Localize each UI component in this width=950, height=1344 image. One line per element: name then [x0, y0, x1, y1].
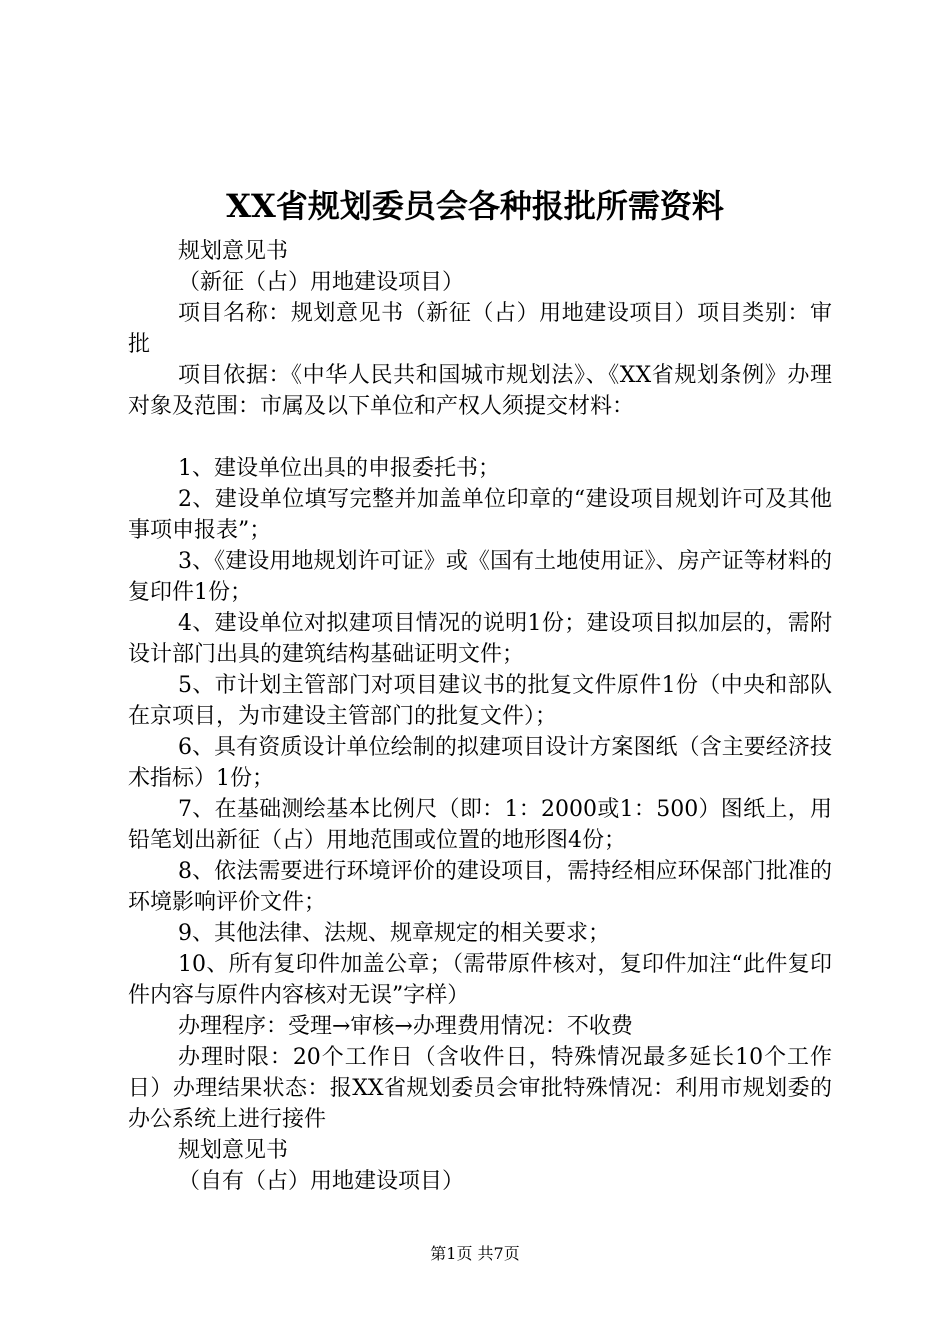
list-item: 2、建设单位填写完整并加盖单位印章的“建设项目规划许可及其他事项申报表”； — [128, 487, 832, 543]
list-item: 4、建设单位对拟建项目情况的说明1份；建设项目拟加层的，需附设计部门出具的建筑结构基础证明文件； — [128, 611, 832, 667]
paragraph: （新征（占）用地建设项目） — [178, 270, 465, 295]
paragraph: 规划意见书 — [178, 239, 289, 264]
paragraph: 办理程序：受理→审核→办理费用情况：不收费 — [178, 1014, 633, 1039]
paragraph: 办理时限：20个工作日（含收件日，特殊情况最多延长10个工作日）办理结果状态：报XX省规划委员会审批特殊情况：利用市规划委的办公系统上进行接件 — [128, 1045, 832, 1132]
paragraph: 规划意见书 — [178, 1138, 289, 1163]
list-item: 10、所有复印件加盖公章；（需带原件核对，复印件加注“此件复印件内容与原件内容核对无误”字样） — [128, 952, 832, 1008]
document-title: XX省规划委员会各种报批所需资料 — [226, 187, 724, 225]
list-item: 5、市计划主管部门对项目建议书的批复文件原件1份（中央和部队在京项目，为市建设主管部门的批复文件）； — [128, 673, 832, 729]
list-item: 7、在基础测绘基本比例尺（即：1：2000或1：500）图纸上，用铅笔划出新征（占）用地范围或位置的地形图4份； — [128, 797, 832, 853]
list-item: 8、依法需要进行环境评价的建设项目，需持经相应环保部门批准的环境影响评价文件； — [128, 859, 832, 915]
page-footer: 第1页 共7页 — [430, 1244, 520, 1263]
list-item: 9、其他法律、法规、规章规定的相关要求； — [178, 921, 610, 946]
paragraph: 项目依据：《中华人民共和国城市规划法》、《XX省规划条例》办理对象及范围：市属及以下单位和产权人须提交材料： — [128, 363, 832, 419]
paragraph: 项目名称：规划意见书（新征（占）用地建设项目）项目类别：审批 — [128, 301, 832, 357]
document-body — [128, 236, 832, 1197]
list-item: 6、具有资质设计单位绘制的拟建项目设计方案图纸（含主要经济技术指标）1份； — [128, 735, 832, 791]
paragraph: （自有（占）用地建设项目） — [178, 1169, 465, 1194]
list-item: 1、建设单位出具的申报委托书； — [178, 456, 500, 481]
list-item: 3、《建设用地规划许可证》或《国有土地使用证》、房产证等材料的复印件1份； — [128, 549, 832, 605]
